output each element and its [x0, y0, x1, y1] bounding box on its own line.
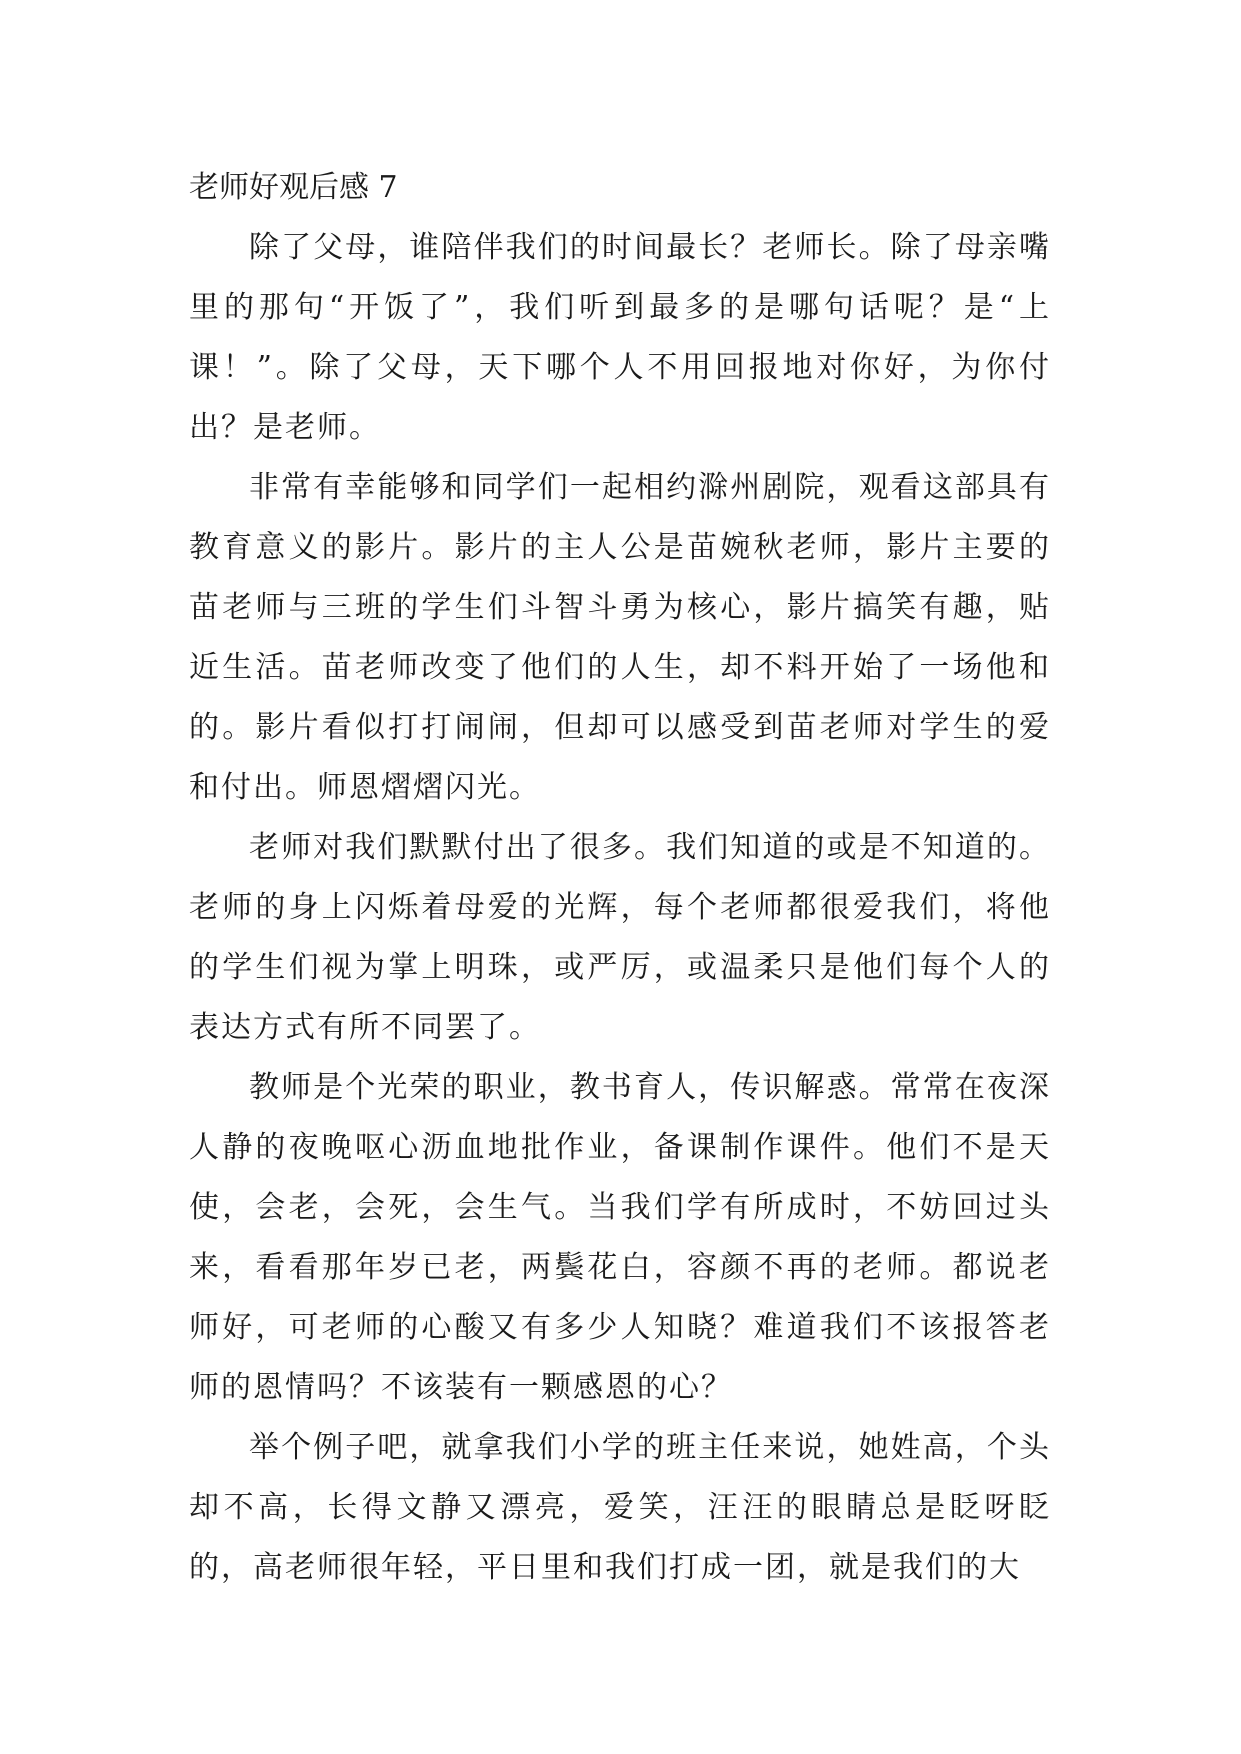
paragraph-2: 非常有幸能够和同学们一起相约滁州剧院，观看这部具有教育意义的影片。影片的主人公是苗婉秋老师，影片主要的苗老师与三班的学生们斗智斗勇为核心，影片搞笑有趣，贴近生活。苗老师改变了他们的人生，却不料开始了一场他和的。影片看似打打闹闹，但却可以感受到苗老师对学生的爱和付出。师恩熠熠闪光。	[189, 470, 1051, 805]
paragraph-3: 老师对我们默默付出了很多。我们知道的或是不知道的。老师的身上闪烁着母爱的光辉，每个老师都很爱我们，将他的学生们视为掌上明珠，或严厉，或温柔只是他们每个人的表达方式有所不同罢了。	[189, 830, 1051, 1045]
document-title: 老师好观后感 7	[189, 170, 398, 205]
paragraph-4: 教师是个光荣的职业，教书育人，传识解惑。常常在夜深人静的夜晚呕心沥血地批作业，备课制作课件。他们不是天使，会老，会死，会生气。当我们学有所成时，不妨回过头来，看看那年岁已老，两鬓花白，容颜不再的老师。都说老师好，可老师的心酸又有多少人知晓？难道我们不该报答老师的恩情吗？不该装有一颗感恩的心？	[189, 1070, 1051, 1405]
paragraph-5: 举个例子吧，就拿我们小学的班主任来说，她姓高，个头却不高，长得文静又漂亮，爱笑，汪汪的眼睛总是眨呀眨的，高老师很年轻，平日里和我们打成一团，就是我们的大	[189, 1430, 1051, 1585]
document-body	[189, 158, 1051, 1598]
paragraph-1: 除了父母，谁陪伴我们的时间最长？老师长。除了母亲嘴里的那句“开饭了”，我们听到最多的是哪句话呢？是“上课！”。除了父母，天下哪个人不用回报地对你好，为你付出？是老师。	[189, 230, 1051, 445]
